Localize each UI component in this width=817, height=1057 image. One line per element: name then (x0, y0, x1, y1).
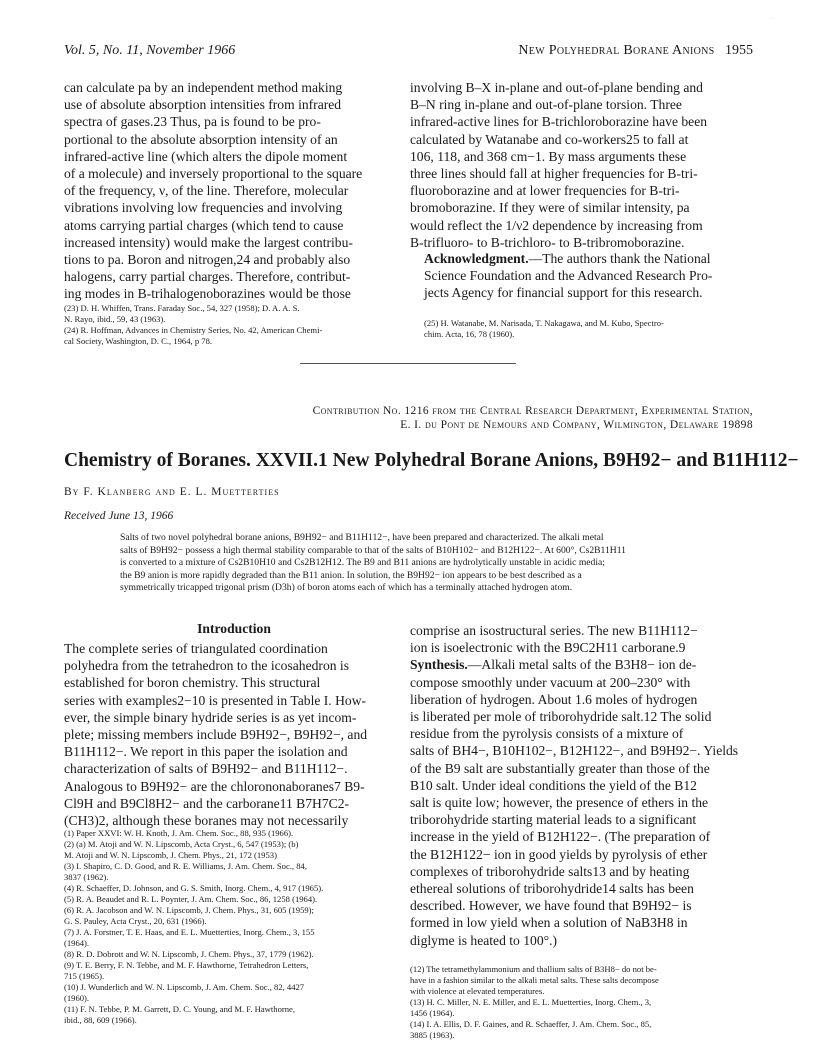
text-line: B11H112−. We report in this paper the isolation and (64, 744, 348, 760)
received-date: Received June 13, 1966 (64, 510, 174, 522)
text-line: atoms carrying partial charges (which tend to cause (64, 217, 344, 233)
text-line: fluoroborazine and at lower frequencies for B-tri- (410, 183, 680, 199)
footnote-line: (23) D. H. Whiffen, Trans. Faraday Soc., 54, 327 (1958); D. A. A. S. (64, 303, 300, 313)
text-line: jects Agency for financial support for this research. (424, 285, 703, 301)
text-line: diglyme is heated to 100°.) (410, 932, 558, 948)
footnote-line: (9) T. E. Berry, F. N. Tebbe, and M. F. Hawthorne, Tetrahedron Letters, (64, 960, 309, 970)
introduction-body (64, 640, 404, 829)
footnote-line: (10) J. Wunderlich and W. N. Lipscomb, J. Am. Chem. Soc., 82, 4427 (64, 982, 305, 992)
text-line: series with examples2−10 is presented in Table I. How- (64, 692, 367, 708)
article-title: Chemistry of Boranes. XXVII.1 New Polyhedral Borane Anions, B9H92− and B11H112− (64, 450, 799, 471)
text-line: use of absolute absorption intensities from infrared (64, 97, 342, 113)
footnote-line: (8) R. D. Dobrott and W. N. Lipscomb, J. Chem. Phys., 37, 1779 (1962). (64, 949, 314, 959)
text-line: can calculate pa by an independent method making (64, 80, 343, 95)
footnote-line: (12) The tetramethylammonium and thallium salts of B3H8− do not be- (410, 964, 657, 974)
text-line: involving B–X in-plane and out-of-plane bending and (410, 80, 703, 95)
running-header-right (518, 43, 753, 59)
text-line: 106, 118, and 368 cm−1. By mass arguments these (410, 148, 687, 164)
text-line: of a molecule) and inversely proportional to the square (64, 166, 363, 182)
text-line: triborohydride starting material leads to a significant (410, 812, 697, 828)
footnote-line: cal Society, Washington, D. C., 1964, p 78. (64, 336, 213, 346)
text-line: salts of BH4−, B10H102−, B12H122−, and B9H92−. Yields (410, 743, 739, 759)
text-line: three lines should fall at higher frequencies for B-tri- (410, 166, 698, 182)
synthesis-heading: Synthesis. (410, 657, 468, 673)
top-left-body (64, 79, 404, 303)
text-line: B–N ring in-plane and out-of-plane torsion. Three (410, 97, 682, 113)
acknowledgment-first-line (424, 250, 754, 267)
text-line: Science Foundation and the Advanced Research Pro- (424, 268, 713, 284)
section-divider (300, 363, 516, 364)
top-right-body (410, 79, 752, 251)
text-line: established for boron chemistry. This structural (64, 675, 321, 691)
text-line: is liberated per mole of triborohydride salt.12 The solid (410, 709, 712, 725)
footnote-line: (11) F. N. Tebbe, P. M. Garrett, D. C. Young, and M. F. Hawthorne, (64, 1004, 295, 1014)
acknowledgment (424, 250, 754, 302)
text-line: salt is quite low; however, the presence of ethers in the (410, 795, 709, 811)
footnote-line: 715 (1965). (64, 971, 105, 981)
text-line: vibrations involving low frequencies and involving (64, 200, 343, 216)
footnote-line: (24) R. Hoffman, Advances in Chemistry Series, No. 42, American Chemi- (64, 325, 323, 335)
top-left-footnotes (64, 303, 404, 347)
contribution-affiliation (53, 404, 753, 432)
footnote-line: (14) I. A. Ellis, D. F. Gaines, and R. Schaeffer, J. Am. Chem. Soc., 85, (410, 1019, 652, 1029)
footnote-line: with violence at elevated temperatures. (410, 986, 545, 996)
text-line: of the B9 salt are substantially greater than those of the (410, 760, 710, 776)
abstract-line: salts of B9H92− possess a high thermal stability comparable to that of the salts of B10H102− and B12H122−. At 600°, Cs2B11H11 (120, 544, 626, 556)
footnote-line: (25) H. Watanabe, M. Narisada, T. Nakagawa, and M. Kubo, Spectro- (424, 318, 664, 328)
abstract-line: Salts of two novel polyhedral borane anions, B9H92− and B11H112−, have been prepared and characterized. The alkali metal (120, 532, 604, 543)
footnote-line: chim. Acta, 16, 78 (1960). (424, 329, 515, 339)
text-line: calculated by Watanabe and co-workers25 to fall at (410, 131, 689, 147)
page-number: 1955 (725, 43, 753, 58)
bottom-left-footnotes (64, 828, 404, 1026)
text-line: comprise an isostructural series. The new B11H112− (410, 623, 698, 638)
text-line: characterization of salts of B9H92− and B11H112−. (64, 761, 348, 777)
footnote-line: (4) R. Schaeffer, D. Johnson, and G. S. Smith, Inorg. Chem., 4, 917 (1965). (64, 883, 324, 893)
text-line: (CH3)2, although these boranes may not necessarily (64, 813, 349, 829)
text-line: portional to the absolute absorption intensity of an (64, 131, 338, 147)
synthesis-line (410, 656, 752, 673)
text-line: the B12H122− ion in good yields by pyrolysis of ether (410, 846, 708, 862)
text-line: The complete series of triangulated coordination (64, 641, 328, 656)
footnote-line: (2) (a) M. Atoji and W. N. Lipscomb, Acta Cryst., 6, 547 (1953); (b) (64, 839, 299, 849)
footnote-line: (6) R. A. Jacobson and W. N. Lipscomb, J. Chem. Phys., 31, 605 (1959); (64, 905, 314, 915)
text-line: ing modes in B-trihalogenoborazines would be those (64, 286, 351, 302)
footnote-line: ibid., 88, 609 (1966). (64, 1015, 137, 1025)
text-line: plete; missing members include B9H92−, B9H92−, and (64, 727, 368, 743)
abstract (120, 532, 756, 595)
footnote-line: 3837 (1962). (64, 872, 109, 882)
text-line: ever, the simple binary hydride series is as yet incom- (64, 709, 357, 725)
top-right-footnotes (424, 318, 754, 340)
footnote-line: (13) H. C. Miller, N. E. Miller, and E. L. Muetterties, Inorg. Chem., 3, (410, 997, 652, 1007)
text-line: complexes of triborohydride salts13 and by heating (410, 863, 690, 879)
footnote-line: (5) R. A. Beaudet and R. L. Poynter, J. Am. Chem. Soc., 86, 1258 (1964). (64, 894, 318, 904)
text-line: halogens, carry partial charges. Therefore, contribut- (64, 269, 351, 285)
text-line: infrared-active line (which alters the dipole moment (64, 148, 348, 164)
text-line: increase in the yield of B12H122−. (The preparation of (410, 829, 711, 845)
footnote-line: (1) Paper XXVI: W. H. Knoth, J. Am. Chem. Soc., 88, 935 (1966). (64, 828, 294, 838)
text-line: polyhedra from the tetrahedron to the icosahedron is (64, 658, 349, 674)
bottom-right-footnotes (410, 964, 752, 1041)
running-header-title: New Polyhedral Borane Anions (518, 43, 715, 58)
scan-speck: · (771, 16, 773, 22)
text-line: B10 salt. Under ideal conditions the yield of the B12 (410, 777, 697, 793)
text-line: tions to pa. Boron and nitrogen,24 and probably also (64, 252, 351, 268)
contribution-line: E. I. du Pont de Nemours and Company, Wilmington, Delaware 19898 (400, 419, 753, 431)
contribution-line: Contribution No. 1216 from the Central Research Department, Experimental Station, (312, 405, 753, 417)
text-line: bromoborazine. If they were of similar intensity, pa (410, 200, 690, 216)
footnote-line: (1964). (64, 938, 90, 948)
footnote-line: N. Rayo, ibid., 59, 43 (1963). (64, 314, 166, 324)
footnote-line: M. Atoji and W. N. Lipscomb, J. Chem. Phys., 21, 172 (1953) (64, 850, 277, 860)
text-line: formed in low yield when a solution of NaB3H8 in (410, 915, 688, 931)
text-line: Cl9H and B9Cl8H2− and the carborane11 B7H7C2- (64, 795, 350, 811)
bottom-right-body (410, 622, 752, 949)
authors-line: By F. Klanberg and E. L. Muetterties (64, 486, 280, 498)
text-line: B-trifluoro- to B-trichloro- to B-tribromoborazine. (410, 234, 685, 250)
footnote-line: (3) I. Shapiro, C. D. Good, and R. E. Williams, J. Am. Chem. Soc., 84, (64, 861, 307, 871)
text-line: —The authors thank the National (528, 251, 711, 266)
text-line: described. However, we have found that B9H92− is (410, 898, 692, 914)
text-line: compose smoothly under vacuum at 200–230° with (410, 674, 691, 690)
footnote-line: G. S. Pauley, Acta Cryst., 20, 631 (1966). (64, 916, 207, 926)
text-line: —Alkali metal salts of the B3H8− ion de- (467, 657, 697, 673)
text-line: would reflect the 1/ν2 dependence by increasing from (410, 217, 703, 233)
text-line: ion is isoelectronic with the B9C2H11 carborane.9 (410, 640, 686, 656)
text-line: Analogous to B9H92− are the chlorononaboranes7 B9- (64, 778, 365, 794)
abstract-line: symmetrically tricapped trigonal prism (D3h) of boron atoms each of which has a terminally attached hydrogen atom. (120, 582, 573, 594)
acknowledgment-heading: Acknowledgment. (424, 251, 529, 266)
text-line: liberation of hydrogen. About 1.6 moles of hydrogen (410, 691, 698, 707)
text-line: increased intensity) would make the largest contribu- (64, 234, 353, 250)
footnote-line: have in a fashion similar to the alkali metal salts. These salts decompose (410, 975, 659, 985)
introduction-heading: Introduction (197, 621, 271, 636)
text-line: infrared-active lines for B-trichloroborazine have been (410, 114, 708, 130)
running-header-journal: Vol. 5, No. 11, November 1966 (64, 43, 236, 58)
footnote-line: 1456 (1964). (410, 1008, 455, 1018)
footnote-line: (7) J. A. Forstner, T. E. Haas, and E. L. Muetterties, Inorg. Chem., 3, 155 (64, 927, 315, 937)
footnote-line: 3885 (1963). (410, 1030, 455, 1040)
abstract-line: the B9 anion is more rapidly degraded than the B11 anion. In solution, the B9H92− ion appears to be best described as a (120, 569, 582, 581)
text-line: spectra of gases.23 Thus, pa is found to be pro- (64, 114, 321, 130)
footnote-line: (1960). (64, 993, 90, 1003)
text-line: ethereal solutions of triborohydride14 salts has been (410, 881, 694, 897)
text-line: residue from the pyrolysis consists of a mixture of (410, 726, 684, 742)
text-line: of the frequency, ν, of the line. Therefore, molecular (64, 183, 349, 199)
abstract-line: is converted to a mixture of Cs2B10H10 and Cs2B12H12. The B9 and B11 anions are hydrolytically unstable in acidic media; (120, 557, 605, 569)
